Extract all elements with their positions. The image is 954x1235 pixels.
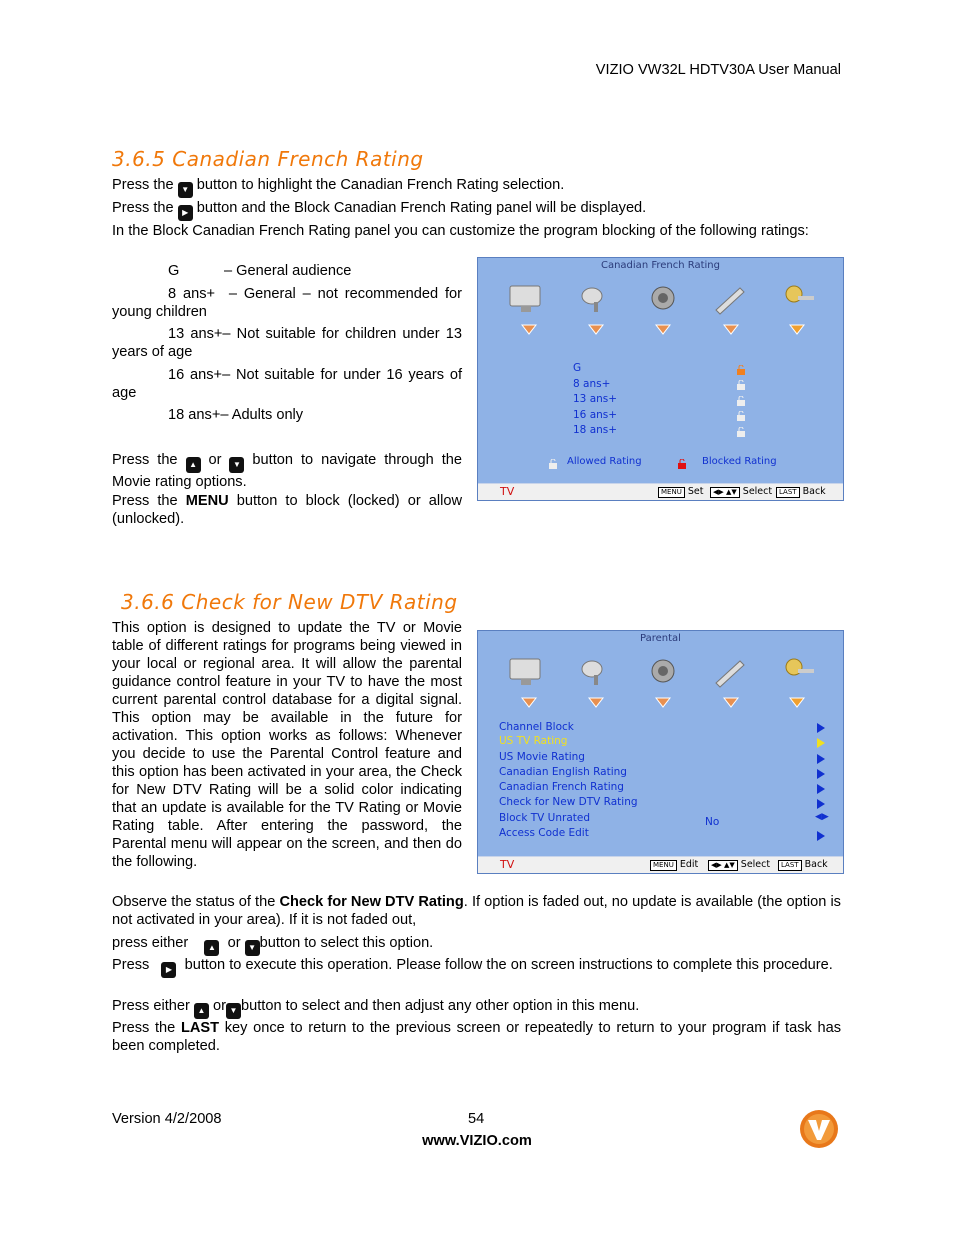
up-arrow-key-icon: ▲ (204, 940, 219, 956)
chevron-down-icon (654, 322, 672, 336)
unlock-icon (736, 365, 746, 375)
chevron-down-icon (587, 322, 605, 336)
rating-option[interactable]: 16 ans+ (573, 409, 618, 421)
menu-icon-row (478, 649, 843, 719)
paragraph: Press the ▲ or ▼ button to navigate through the Movie rating options. (112, 452, 462, 490)
unlock-icon (736, 411, 746, 421)
right-arrow-key-icon: ▶ (161, 962, 176, 978)
menu-item-canadian-english-rating[interactable]: Canadian English Rating (499, 766, 627, 778)
footer-website[interactable]: www.VIZIO.com (422, 1133, 532, 1149)
edit-label: Edit (679, 859, 699, 870)
paragraph: Press ▶ button to execute this operation. Please follow the on screen instructions to complete this procedure. (112, 956, 841, 978)
back-label: Back (804, 859, 828, 870)
satellite-dish-icon (576, 282, 618, 316)
chevron-down-icon (722, 695, 740, 709)
menu-key: MENU (650, 860, 677, 871)
menu-item-check-new-dtv-rating[interactable]: Check for New DTV Rating (499, 796, 638, 808)
rating-item: 13 ans+– Not suitable for children under 13 years of age (112, 326, 463, 360)
unlock-icon (736, 380, 746, 390)
keys-icon (778, 282, 820, 316)
select-label: Select (742, 486, 773, 497)
menu-item-access-code-edit[interactable]: Access Code Edit (499, 827, 589, 839)
unlock-icon (736, 396, 746, 406)
chevron-down-icon (587, 695, 605, 709)
paragraph: Press the LAST key once to return to the previous screen or repeatedly to return to your program if task has been completed. (112, 1020, 841, 1054)
tv-icon (506, 655, 548, 689)
screen-button-bar (478, 483, 843, 500)
nav-keys-icon: ◀▶ ▲▼ (708, 860, 738, 871)
paragraph: In the Block Canadian French Rating panel you can customize the program blocking of the following ratings: (112, 223, 809, 239)
source-label: TV (500, 858, 515, 871)
chevron-down-icon (788, 322, 806, 336)
rating-item: 16 ans+– Not suitable for under 16 years of age (112, 367, 462, 401)
section-heading-canadian-french-rating: 3.6.5 Canadian French Rating (112, 147, 424, 171)
up-arrow-key-icon: ▲ (194, 1003, 209, 1019)
paragraph: Press the ▼ button to highlight the Canadian French Rating selection. (112, 176, 841, 198)
legend-blocked: Blocked Rating (702, 456, 777, 467)
chevron-right-icon (817, 831, 825, 841)
last-key: LAST (776, 487, 800, 498)
chevron-right-icon (817, 784, 825, 794)
rating-option[interactable]: G (573, 362, 582, 374)
unlock-icon (736, 427, 746, 437)
satellite-dish-icon (576, 655, 618, 689)
left-right-arrows-icon: ◀▶ (815, 812, 829, 822)
menu-item-us-movie-rating[interactable]: US Movie Rating (499, 751, 585, 763)
paragraph: This option is designed to update the TV or Movie table of different ratings for programs being viewed in your local or regional area. It will allow the parental guidance control feature in your TV to have the most current parental control database for a digital signal. This option may be available in the future for activation. This option works as follows: Whenever you decide to use the Parental Control feature and this option has been activated in your area, the Check for New DTV Rating will be a solid color indicating that an update is available for the TV Rating or Movie Rating table. After entering the password, the Parental menu will appear on the screen, and then do the following. (112, 620, 462, 870)
down-arrow-key-icon: ▼ (245, 940, 260, 956)
tv-screen-parental (477, 630, 844, 874)
speaker-icon (643, 282, 685, 316)
block-tv-unrated-value: No (705, 816, 720, 828)
tv-icon (506, 282, 548, 316)
chevron-right-icon (817, 754, 825, 764)
paragraph: Press the ▶ button and the Block Canadian French Rating panel will be displayed. (112, 199, 841, 221)
chevron-right-icon (817, 723, 825, 733)
paragraph: Observe the status of the Check for New DTV Rating. If option is faded out, no update is available (the option is not activated in your area). If it is not faded out, (112, 894, 841, 928)
down-arrow-key-icon: ▼ (226, 1003, 241, 1019)
keys-icon (778, 655, 820, 689)
rating-option[interactable]: 18 ans+ (573, 424, 618, 436)
screen-button-bar (478, 856, 843, 873)
rating-item: 8 ans+ – General – not recommended for young children (112, 286, 462, 320)
screen-title: Parental (640, 633, 681, 644)
set-label: Set (687, 486, 704, 497)
chevron-down-icon (788, 695, 806, 709)
down-arrow-key-icon: ▼ (178, 182, 193, 198)
tools-icon (710, 655, 752, 689)
menu-key: MENU (658, 487, 685, 498)
down-arrow-key-icon: ▼ (229, 457, 244, 473)
legend-allowed: Allowed Rating (567, 456, 642, 467)
footer-version: Version 4/2/2008 (112, 1111, 222, 1127)
unlock-icon (548, 459, 558, 469)
menu-item-us-tv-rating[interactable]: US TV Rating (499, 735, 568, 747)
vizio-logo-icon (799, 1109, 839, 1149)
source-label: TV (500, 485, 515, 498)
chevron-down-icon (722, 322, 740, 336)
tv-screen-canadian-french-rating (477, 257, 844, 501)
tools-icon (710, 282, 752, 316)
rating-item: G – General audience (168, 263, 352, 279)
last-key: LAST (778, 860, 802, 871)
section-heading-check-new-dtv-rating: 3.6.6 Check for New DTV Rating (121, 590, 458, 614)
menu-item-canadian-french-rating[interactable]: Canadian French Rating (499, 781, 624, 793)
up-arrow-key-icon: ▲ (186, 457, 201, 473)
menu-item-channel-block[interactable]: Channel Block (499, 721, 574, 733)
manual-title: VIZIO VW32L HDTV30A User Manual (595, 62, 841, 78)
rating-option[interactable]: 13 ans+ (573, 393, 618, 405)
right-arrow-key-icon: ▶ (178, 205, 193, 221)
chevron-down-icon (520, 322, 538, 336)
speaker-icon (643, 655, 685, 689)
chevron-right-icon (817, 769, 825, 779)
chevron-right-icon (817, 738, 825, 748)
rating-option[interactable]: 8 ans+ (573, 378, 611, 390)
lock-icon (677, 459, 687, 469)
chevron-down-icon (520, 695, 538, 709)
paragraph: Press either ▲ or ▼ button to select and then adjust any other option in this menu. (112, 997, 841, 1019)
screen-title: Canadian French Rating (600, 260, 720, 271)
menu-icon-row (478, 276, 843, 346)
footer-page-number: 54 (468, 1111, 485, 1127)
paragraph: Press the MENU button to block (locked) or allow (unlocked). (112, 493, 462, 527)
rating-item: 18 ans+– Adults only (168, 407, 304, 423)
paragraph: press either ▲ or ▼ button to select this option. (112, 934, 841, 956)
chevron-right-icon (817, 799, 825, 809)
nav-keys-icon: ◀▶ ▲▼ (710, 487, 740, 498)
back-label: Back (802, 486, 826, 497)
menu-item-block-tv-unrated[interactable]: Block TV Unrated (499, 812, 591, 824)
select-label: Select (740, 859, 771, 870)
chevron-down-icon (654, 695, 672, 709)
